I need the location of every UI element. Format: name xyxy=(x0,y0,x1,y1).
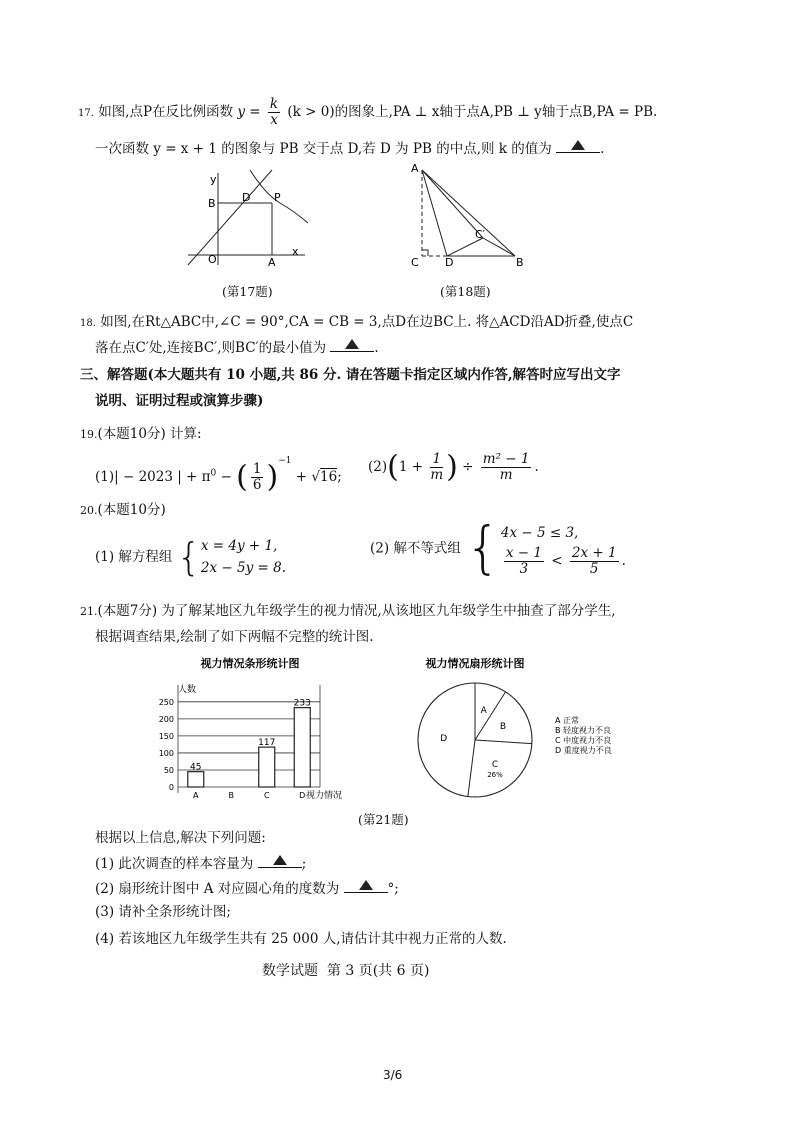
pie-legend-item: C 中度视力不良 xyxy=(555,736,612,745)
q21-sub3: (3) 请补全条形统计图; xyxy=(95,904,231,920)
section3-heading-line2: 说明、证明过程或演算步骤) xyxy=(95,393,264,409)
bar-ytick: 250 xyxy=(158,697,174,707)
q17-label-a: A xyxy=(268,256,276,269)
q17-label-x: x xyxy=(292,245,299,258)
bar-value-label: 117 xyxy=(258,738,276,749)
page-indicator: 3/6 xyxy=(383,1068,403,1082)
q20-part1: (1) 解方程组 { x = 4y + 1, 2x − 5y = 8. xyxy=(95,535,286,579)
q20-number: 20. xyxy=(80,504,98,517)
q18-caption: (第18题) xyxy=(440,284,491,299)
q18-label-c: C xyxy=(411,256,419,269)
q18-number: 18. xyxy=(80,318,96,329)
q19-fraction-1-6: $\frac{1}{6}$ xyxy=(252,461,262,493)
bar-xtick: A xyxy=(193,791,199,800)
bar-chart-title: 视力情况条形统计图 xyxy=(200,657,300,670)
q21-line1: 21.(本题7分) 为了解某地区九年级学生的视力情况,从该地区九年级学生中抽查了部分学生, xyxy=(80,603,616,619)
q19-number: 19. xyxy=(80,428,98,441)
q18-line1: 18. 如图,在Rt△ABC中,∠C = 90°,CA = CB = 3,点D在边BC上. 将△ACD沿AD折叠,使点C xyxy=(80,314,634,330)
bar-D xyxy=(294,708,310,787)
q17-line1: 17. 如图,点P在反比例函数 y = $\frac{k}{x}$ (k > 0)的图象上,PA ⊥ x轴于点A,PB ⊥ y轴于点B,PA = PB. xyxy=(78,96,658,128)
bar-ytick: 150 xyxy=(158,731,174,741)
q17-answer-blank xyxy=(556,138,600,153)
bar-ytick: 200 xyxy=(158,714,174,724)
q17-label-b: B xyxy=(208,197,216,210)
bar-ytick: 100 xyxy=(158,748,174,758)
q18-line2: 落在点C′处,连接BC′,则BC′的最小值为 . xyxy=(95,337,379,357)
q21-sub4: (4) 若该地区九年级学生共有 25 000 人,请估计其中视力正常的人数. xyxy=(95,931,507,947)
pie-label-B: B xyxy=(499,721,507,732)
q21-caption: (第21题) xyxy=(358,812,409,827)
page-footer: 数学试题 第 3 页(共 6 页) xyxy=(262,963,430,979)
q21-sub1: (1) 此次调查的样本容量为 ; xyxy=(95,853,306,873)
q18-label-b: B xyxy=(516,256,524,269)
q19-sqrt: √16 xyxy=(311,469,338,485)
q17-number: 17. xyxy=(78,108,94,119)
bar-value-label: 45 xyxy=(190,762,202,773)
bar-xtick: B xyxy=(228,791,234,800)
q19-part2: (2)(1 + $\frac{1}{m}$ ) ÷ $\frac{\text{m² − 1}}{m}$ . xyxy=(368,449,539,485)
pie-chart-title: 视力情况扇形统计图 xyxy=(425,657,525,670)
bar-value-label: 233 xyxy=(293,698,311,709)
pie-label-A: A xyxy=(480,705,487,716)
q17-label-y: y xyxy=(210,173,217,186)
q18-label-a: A xyxy=(411,162,419,175)
q17-caption: (第17题) xyxy=(222,284,273,299)
q19-fraction-m2: $\frac{\text{m² − 1}}{m}$ xyxy=(482,451,530,483)
bar-xtick: C xyxy=(263,791,270,800)
pie-percent-C: 26% xyxy=(487,771,503,780)
section3-heading-line1: 三、解答题(本大题共有 10 小题,共 86 分. 请在答题卡指定区域内作答,解答时应写出文字 xyxy=(80,367,621,383)
q17-label-o: O xyxy=(208,253,217,266)
q21-sub2-blank xyxy=(344,878,388,893)
q17-label-d: D xyxy=(242,191,251,204)
q20-part2: (2) 解不等式组 { 4x − 5 ≤ 3, $\frac{x - 1}{3}$ < $\frac{2x + 1}{5}$ . xyxy=(370,515,626,581)
triangle-icon xyxy=(345,339,359,349)
q17-label-p: P xyxy=(274,191,281,204)
triangle-icon xyxy=(273,855,287,865)
triangle-icon xyxy=(571,140,585,150)
pie-label-C: C xyxy=(491,760,499,771)
bar-chart-ylabel: 人数 xyxy=(178,685,197,695)
q17-line2: 一次函数 y = x + 1 的图象与 PB 交于点 D,若 D 为 PB 的中点,则 k 的值为 . xyxy=(95,138,604,158)
q21-number: 21. xyxy=(80,605,98,618)
q21-after: 根据以上信息,解决下列问题: xyxy=(95,830,266,846)
bar-ytick: 0 xyxy=(168,783,174,792)
bar-C xyxy=(259,747,275,787)
q21-pie-chart xyxy=(410,655,640,805)
pie-legend-item: D 重度视力不良 xyxy=(555,746,612,755)
pie-legend-item: B 轻度视力不良 xyxy=(555,726,612,735)
bar-chart-xlabel: 视力情况 xyxy=(306,791,343,801)
q18-answer-blank xyxy=(330,337,374,352)
q18-label-cprime: C′ xyxy=(475,228,486,241)
q21-sub1-blank xyxy=(258,853,302,868)
bar-A xyxy=(188,772,204,787)
pie-label-D: D xyxy=(440,734,448,745)
bar-ytick: 50 xyxy=(163,765,174,775)
q17-figure xyxy=(180,165,310,270)
q17-k-fraction: $\frac{k}{x}$ xyxy=(269,96,279,128)
q19-fraction-1-m: $\frac{1}{m}$ xyxy=(430,451,444,483)
q18-figure xyxy=(405,158,535,273)
q18-label-d: D xyxy=(445,256,454,269)
q21-bar-chart xyxy=(150,655,370,805)
q20-intro: 20.(本题10分) xyxy=(80,502,166,518)
bar-xtick: D xyxy=(299,791,306,800)
q19-intro: 19.(本题10分) 计算: xyxy=(80,426,202,442)
q21-sub2: (2) 扇形统计图中 A 对应圆心角的度数为 °; xyxy=(95,878,399,898)
q19-part1: (1)| − 2023 | + $\pi^0$ − ( $\frac{1}{6}$ )$^{-1}$ + √16; xyxy=(95,456,342,495)
q21-line2: 根据调查结果,绘制了如下两幅不完整的统计图. xyxy=(95,629,374,645)
triangle-icon xyxy=(359,880,373,890)
pie-legend-item: A 正常 xyxy=(555,716,580,725)
